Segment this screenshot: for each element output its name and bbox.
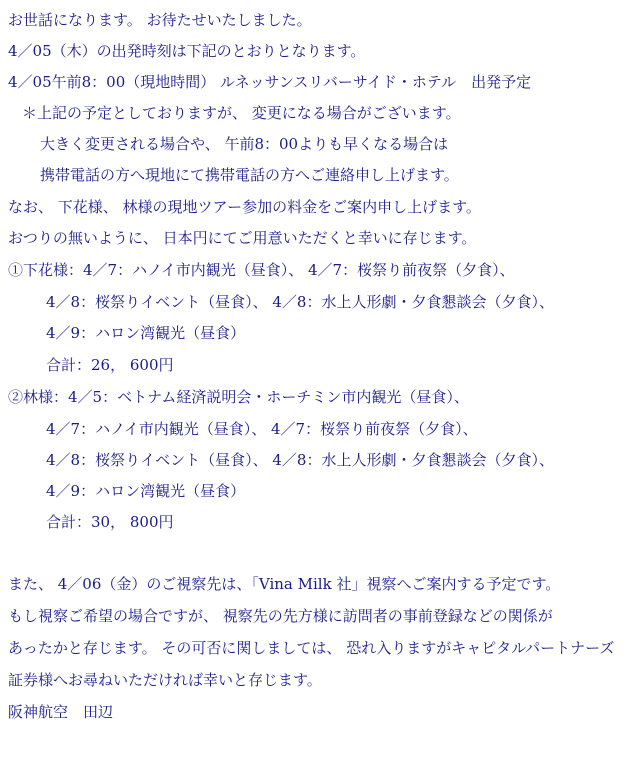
hayashi-line-2: 4／7：ハノイ市内観光（昼食）、 4／7：桜祭り前夜祭（夕食）、 bbox=[46, 420, 478, 438]
hayashi-total: 合計：30， 800円 bbox=[46, 513, 174, 531]
fee-note-line: おつりの無いように、 日本円にてご用意いただくと幸いに存じます。 bbox=[8, 229, 477, 247]
visit-line-3: あったかと存じます。 その可否に関しましては、 恐れ入りますがキャピタルパートナーズ bbox=[8, 639, 615, 657]
visit-line-1: また、 4／06（金）のご視察先は、「Vina Milk 社」視察へご案内する予定です。 bbox=[8, 575, 561, 593]
signature: 阪神航空 田辺 bbox=[8, 703, 114, 721]
visit-line-4: 証券様へお尋ねいただければ幸いと存じます。 bbox=[8, 671, 322, 689]
shimohana-line-2: 4／8：桜祭りイベント（昼食）、 4／8：水上人形劇・夕食懇談会（夕食）、 bbox=[46, 293, 554, 311]
fee-intro-line: なお、 下花様、 林様の現地ツアー参加の料金をご案内申し上げます。 bbox=[8, 198, 481, 216]
hayashi-line-4: 4／9：ハロン湾観光（昼食） bbox=[46, 482, 246, 500]
note-line-1: ＊上記の予定としておりますが、 変更になる場合がございます。 bbox=[22, 104, 461, 122]
note-line-3: 携帯電話の方へ現地にて携帯電話の方へご連絡申し上げます。 bbox=[40, 166, 459, 184]
hayashi-line-1: ②林様：4／5：ベトナム経済説明会・ホーチミン市内観光（昼食）、 bbox=[8, 388, 469, 406]
departure-intro-line: 4／05（木）の出発時刻は下記のとおりとなります。 bbox=[8, 42, 366, 60]
greeting-line: お世話になります。 お待たせいたしました。 bbox=[8, 11, 312, 29]
departure-time-line: 4／05午前8：00（現地時間） ルネッサンスリバーサイド・ホテル 出発予定 bbox=[8, 73, 532, 91]
note-line-2: 大きく変更される場合や、 午前8：00よりも早くなる場合は bbox=[40, 135, 449, 153]
shimohana-line-3: 4／9：ハロン湾観光（昼食） bbox=[46, 324, 246, 342]
shimohana-line-1: ①下花様：4／7：ハノイ市内観光（昼食）、 4／7：桜祭り前夜祭（夕食）、 bbox=[8, 261, 515, 279]
visit-line-2: もし視察ご希望の場合ですが、 視察先の先方様に訪問者の事前登録などの関係が bbox=[8, 607, 553, 625]
hayashi-line-3: 4／8：桜祭りイベント（昼食）、 4／8：水上人形劇・夕食懇談会（夕食）、 bbox=[46, 451, 554, 469]
shimohana-total: 合計：26， 600円 bbox=[46, 356, 174, 374]
